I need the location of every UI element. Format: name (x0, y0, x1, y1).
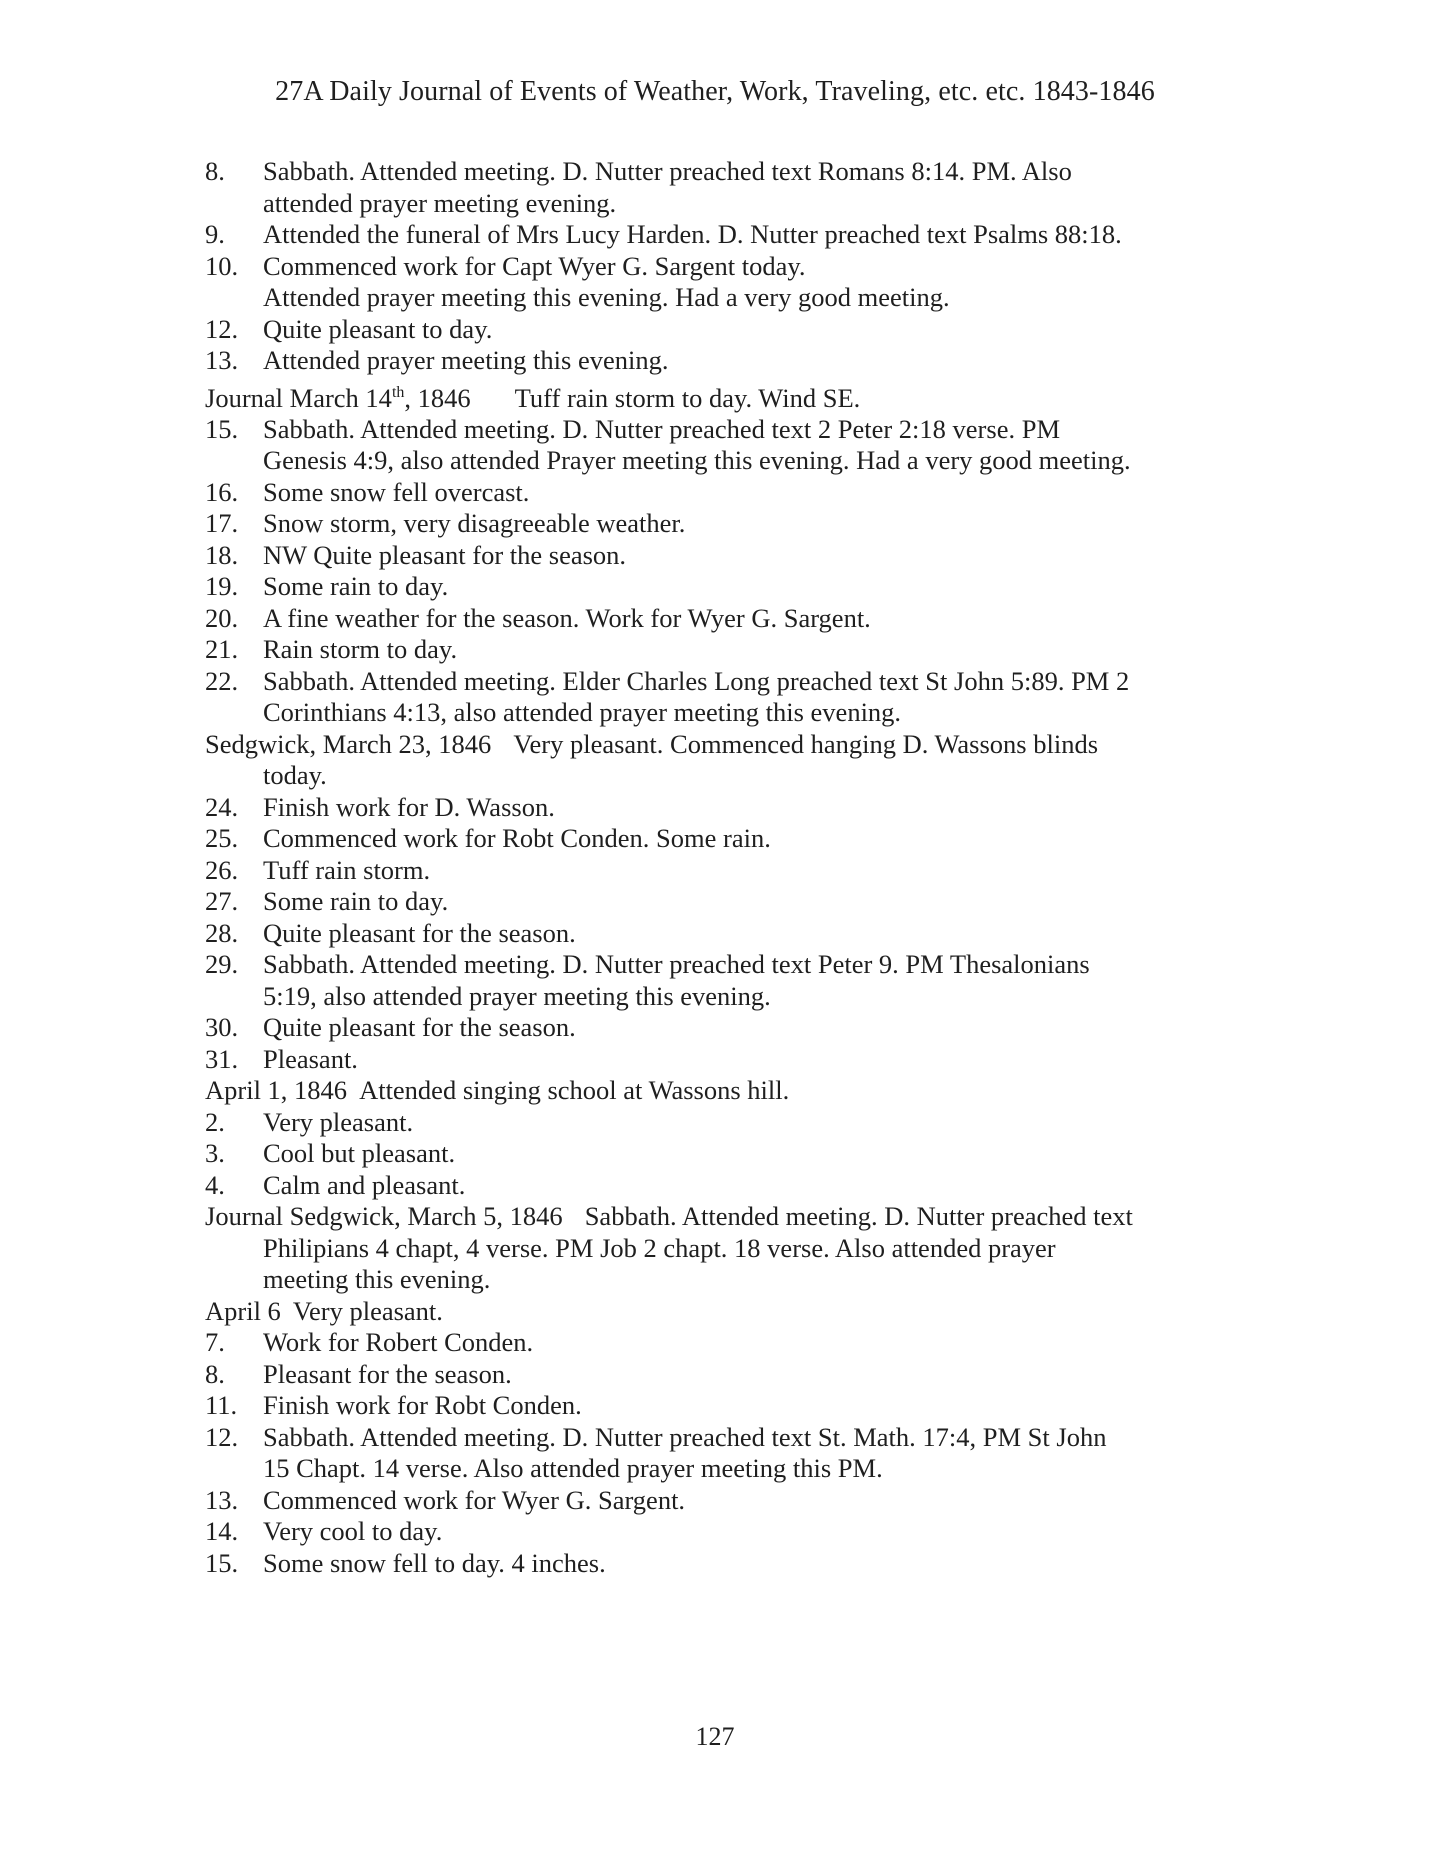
journal-entry (205, 219, 1205, 251)
entry-text: Pleasant. (263, 1043, 358, 1074)
journal-entry (205, 918, 1205, 950)
entry-day-number: 28. (205, 917, 239, 948)
entry-date-heading: April 1, 1846 (205, 1075, 348, 1106)
entry-day-number: 27. (205, 886, 239, 917)
entry-text: Some rain to day. (263, 886, 449, 917)
entry-day-number: 16. (205, 476, 239, 507)
journal-entry (205, 1390, 1205, 1422)
entry-text: Rain storm to day. (263, 634, 458, 665)
journal-entry (205, 666, 1205, 698)
entry-text: Very pleasant. (263, 1106, 414, 1137)
entry-text: Quite pleasant to day. (263, 313, 493, 344)
entry-continuation-line: 15 Chapt. 14 verse. Also attended prayer meeting this PM. (263, 1453, 883, 1484)
entry-text: Snow storm, very disagreeable weather. (263, 508, 686, 539)
entry-text: Some rain to day. (263, 571, 449, 602)
entry-text: Attended prayer meeting this evening. (263, 345, 669, 375)
entry-text: Sabbath. Attended meeting. D. Nutter preached text Romans 8:14. PM. Also (263, 156, 1072, 186)
entry-text: Some snow fell overcast. (263, 476, 530, 507)
journal-entry (205, 345, 1205, 377)
entry-day-number: 9. (205, 219, 225, 249)
journal-entry (205, 414, 1205, 446)
entry-text: Commenced work for Robt Conden. Some rain. (263, 823, 771, 854)
entry-day-number: 7. (205, 1327, 225, 1358)
journal-entry (205, 540, 1205, 572)
entry-text: NW Quite pleasant for the season. (263, 539, 627, 570)
entry-text: Very cool to day. (263, 1516, 443, 1547)
entry-text: Some snow fell to day. 4 inches. (263, 1547, 606, 1578)
dated-entry (205, 1296, 1205, 1328)
entry-day-number: 8. (205, 1358, 225, 1389)
entry-text: Sabbath. Attended meeting. D. Nutter preached text Peter 9. PM Thesalonians (263, 949, 1090, 980)
entry-continuation-line: Genesis 4:9, also attended Prayer meeting this evening. Had a very good meeting. (263, 445, 1131, 476)
journal-entries (205, 156, 1205, 1579)
journal-entry (205, 634, 1205, 666)
entry-day-number: 20. (205, 602, 239, 633)
journal-entry (205, 1422, 1205, 1454)
journal-entry (205, 1044, 1205, 1076)
entry-day-number: 11. (205, 1390, 238, 1421)
entry-text: Sabbath. Attended meeting. Elder Charles Long preached text St John 5:89. PM 2 (263, 665, 1130, 696)
entry-day-number: 2. (205, 1106, 225, 1137)
entry-text: Cool but pleasant. (263, 1138, 456, 1169)
entry-date-heading: April 6 (205, 1295, 281, 1326)
entry-text: Tuff rain storm. (263, 854, 431, 885)
entry-text: Very pleasant. (292, 1295, 443, 1326)
entry-text: Finish work for Robt Conden. (263, 1390, 582, 1421)
entry-day-number: 26. (205, 854, 239, 885)
journal-entry (205, 1138, 1205, 1170)
entry-day-number: 29. (205, 949, 239, 980)
journal-entry (205, 1548, 1205, 1580)
entry-date-heading: Journal Sedgwick, March 5, 1846 (205, 1201, 563, 1232)
dated-entry (205, 729, 1205, 761)
journal-entry (205, 1327, 1205, 1359)
entry-date-heading: Journal March 14 (205, 382, 392, 413)
entry-day-number: 22. (205, 665, 239, 696)
journal-entry (205, 823, 1205, 855)
entry-text: A fine weather for the season. Work for Wyer G. Sargent. (263, 602, 871, 633)
journal-entry (205, 792, 1205, 824)
journal-entry (205, 571, 1205, 603)
date-ordinal-suffix: th (391, 383, 405, 401)
entry-day-number: 3. (205, 1138, 225, 1169)
journal-entry (205, 1359, 1205, 1391)
dated-entry (205, 377, 1205, 414)
entry-day-number: 13. (205, 345, 239, 375)
entry-day-number: 18. (205, 539, 239, 570)
entry-text: Quite pleasant for the season. (263, 1012, 576, 1043)
journal-entry (205, 477, 1205, 509)
journal-entry (205, 508, 1205, 540)
entry-continuation-line: today. (263, 760, 327, 791)
journal-entry (205, 314, 1205, 346)
entry-day-number: 15. (205, 413, 239, 444)
entry-text: Work for Robert Conden. (263, 1327, 534, 1358)
entry-day-number: 14. (205, 1516, 239, 1547)
entry-day-number: 12. (205, 1421, 239, 1452)
journal-entry (205, 1516, 1205, 1548)
journal-entry (205, 156, 1205, 188)
journal-entry (205, 855, 1205, 887)
entry-text: Commenced work for Capt Wyer G. Sargent today. (263, 250, 806, 281)
entry-day-number: 8. (205, 156, 225, 186)
journal-entry (205, 1170, 1205, 1202)
entry-day-number: 4. (205, 1169, 225, 1200)
journal-entry (205, 1107, 1205, 1139)
entry-day-number: 25. (205, 823, 239, 854)
entry-date-heading: Sedgwick, March 23, 1846 (205, 728, 492, 759)
journal-entry (205, 886, 1205, 918)
journal-entry (205, 603, 1205, 635)
entry-text: Very pleasant. Commenced hanging D. Wassons blinds (513, 728, 1099, 759)
journal-entry (205, 1012, 1205, 1044)
entry-day-number: 15. (205, 1547, 239, 1578)
entry-day-number: 31. (205, 1043, 239, 1074)
entry-day-number: 12. (205, 313, 239, 344)
entry-text: Attended singing school at Wassons hill. (359, 1075, 790, 1106)
entry-day-number: 21. (205, 634, 239, 665)
entry-day-number: 19. (205, 571, 239, 602)
dated-entry (205, 1075, 1205, 1107)
dated-entry (205, 1201, 1205, 1233)
entry-text: Sabbath. Attended meeting. D. Nutter preached text 2 Peter 2:18 verse. PM (263, 413, 1061, 444)
entry-continuation-line: attended prayer meeting evening. (263, 187, 617, 218)
entry-text: Sabbath. Attended meeting. D. Nutter preached text St. Math. 17:4, PM St John (263, 1421, 1107, 1452)
journal-entry (205, 282, 1205, 314)
entry-day-number: 10. (205, 250, 239, 281)
journal-entry (205, 1485, 1205, 1517)
entry-text: Commenced work for Wyer G. Sargent. (263, 1484, 686, 1515)
journal-entry (205, 251, 1205, 283)
entry-text: Attended the funeral of Mrs Lucy Harden. D. Nutter preached text Psalms 88:18. (263, 219, 1122, 249)
entry-text: Sabbath. Attended meeting. D. Nutter preached text (584, 1201, 1133, 1232)
entry-day-number: 17. (205, 508, 239, 539)
entry-day-number: 24. (205, 791, 239, 822)
entry-text: Quite pleasant for the season. (263, 917, 576, 948)
entry-date-year: , 1846 (404, 382, 471, 413)
entry-day-number: 13. (205, 1484, 239, 1515)
entry-text: Attended prayer meeting this evening. Had a very good meeting. (263, 282, 950, 312)
entry-day-number: 30. (205, 1012, 239, 1043)
page-number: 127 (695, 1722, 735, 1751)
entry-continuation-line: Corinthians 4:13, also attended prayer meeting this evening. (263, 697, 902, 728)
entry-continuation-line: Philipians 4 chapt, 4 verse. PM Job 2 chapt. 18 verse. Also attended prayer (263, 1232, 1056, 1263)
journal-entry (205, 949, 1205, 981)
entry-text: Finish work for D. Wasson. (263, 791, 555, 822)
entry-text: Pleasant for the season. (263, 1358, 512, 1389)
entry-text: Calm and pleasant. (263, 1169, 466, 1200)
entry-text: Tuff rain storm to day. Wind SE. (514, 382, 861, 413)
entry-continuation-line: meeting this evening. (263, 1264, 491, 1295)
page-title: 27A Daily Journal of Events of Weather, Work, Traveling, etc. etc. 1843-1846 (275, 76, 1155, 107)
entry-continuation-line: 5:19, also attended prayer meeting this evening. (263, 980, 771, 1011)
